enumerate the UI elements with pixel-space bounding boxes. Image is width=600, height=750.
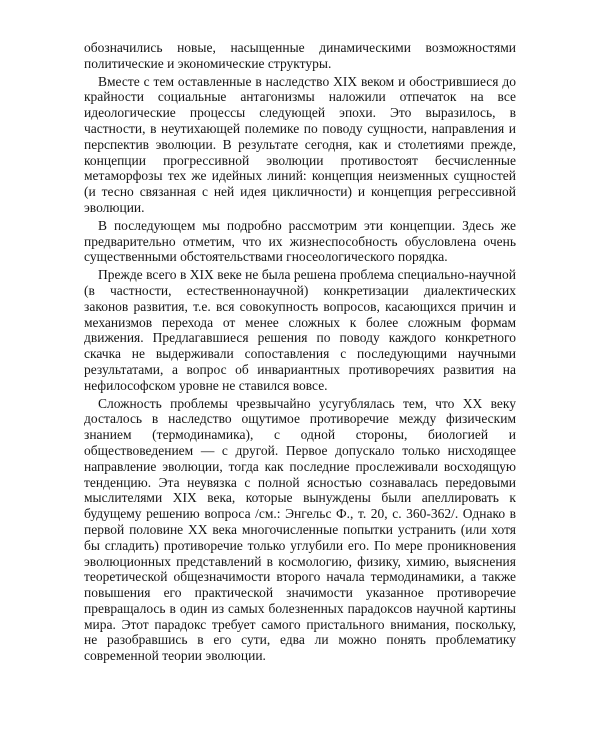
paragraph-4: Прежде всего в XIX веке не была решена проблема специально-научной (в частности, естественнонаучной) конкретизации диалектических законов развития, т.е. вся совокупность вопросов, касающихся причин и механизмов перехода от менее сложных к более сложным формам движения. Предлагавшиеся решения по поводу каждого конкретного скачка не выдерживали сопоставления с последующими научными результатами, а вопрос об инвариантных противоречиях развития на нефилософском уровне не ставился вовсе.	[84, 267, 516, 393]
paragraph-1: обозначились новые, насыщенные динамическими возможностями политические и экономические структуры.	[84, 40, 516, 71]
paragraph-2: Вместе с тем оставленные в наследство XIX веком и обострившиеся до крайности социальные антагонизмы наложили отпечаток на все идеологические процессы следующей эпохи. Это выразилось, в частности, в неутихающей полемике по поводу сущности, направления и перспектив эволюции. В результате сегодня, как и столетиями прежде, концепции прогрессивной эволюции противостоят бесчисленные метаморфозы тех же идейных линий: концепция неизменных сущностей (и тесно связанная с ней идея цикличности) и концепция регрессивной эволюции.	[84, 73, 516, 215]
paragraph-5: Сложность проблемы чрезвычайно усугублялась тем, что XX веку досталось в наследство ощутимое противоречие между физическим знанием (термодинамика), с одной стороны, биологией и обществоведением — с другой. Первое допускало только нисходящее направление эволюции, тогда как последние прослеживали восходящую тенденцию. Эта неувязка с полной ясностью сознавалась передовыми мыслителями XIX века, которые вынуждены были апеллировать к будущему решению вопроса /см.: Энгельс Ф., т. 20, с. 360-362/. Однако в первой половине XX века многочисленные попытки устранить (или хотя бы сгладить) противоречие только углубили его. По мере проникновения эволюционных представлений в космологию, физику, химию, выяснения теоретической общезначимости второго начала термодинамики, а также повышения его практической значимости указанное противоречие превращалось в один из самых болезненных парадоксов научной картины мира. Этот парадокс требует самого пристального внимания, поскольку, не разобравшись в его сути, едва ли можно понять проблематику современной теории эволюции.	[84, 395, 516, 664]
paragraph-3: В последующем мы подробно рассмотрим эти концепции. Здесь же предварительно отметим, что их жизнеспособность обусловлена очень существенными обстоятельствами гносеологического порядка.	[84, 217, 516, 265]
document-page	[84, 40, 516, 664]
